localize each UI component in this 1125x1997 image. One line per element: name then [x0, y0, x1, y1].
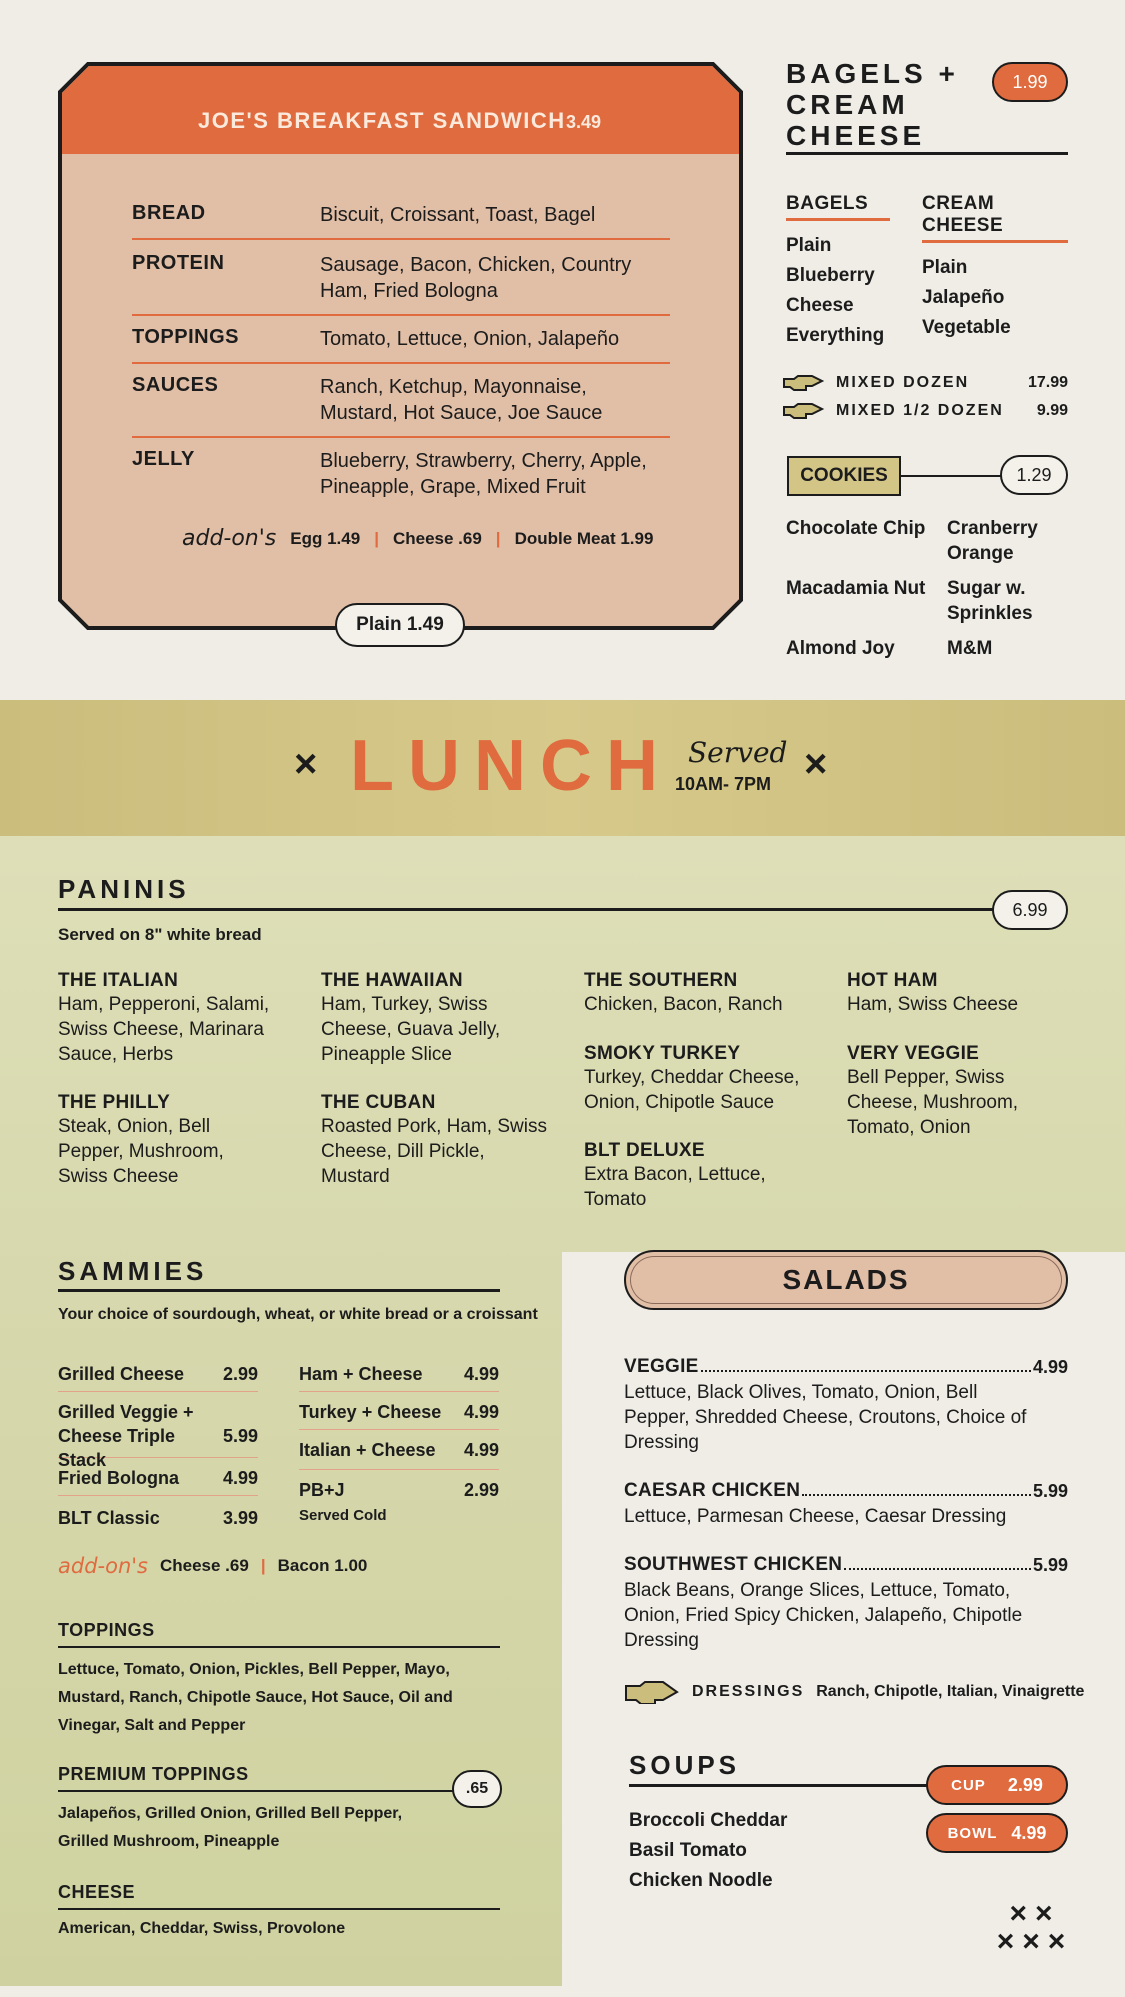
row-value: Tomato, Lettuce, Onion, Jalapeño [320, 328, 620, 350]
breakfast-card [58, 62, 743, 630]
panini-item [58, 1092, 268, 1189]
salad-desc: Lettuce, Parmesan Cheese, Caesar Dressing [624, 1506, 1007, 1527]
dot-leader [844, 1568, 1031, 1570]
soup-item: Broccoli Cheddar [629, 1810, 788, 1831]
sammie-price: 4.99 [463, 1402, 499, 1422]
dressings-list: Ranch, Chipotle, Italian, Vinaigrette [816, 1683, 1085, 1700]
divider: | [495, 528, 501, 548]
cookie-item: Cranberry Orange [947, 518, 1038, 564]
lunch-banner [0, 700, 1125, 836]
dot-leader [802, 1494, 1031, 1496]
sammie-item [299, 1400, 499, 1430]
bagels-column [786, 193, 890, 351]
breakfast-row-jelly [132, 448, 670, 508]
salads-title: SALADS [624, 1250, 1068, 1310]
sammie-item [58, 1506, 258, 1534]
divider [58, 908, 998, 911]
sammie-item [299, 1362, 499, 1392]
premium-toppings-list: Jalapeños, Grilled Onion, Grilled Bell Pepper, Grilled Mushroom, Pineapple [58, 1805, 403, 1850]
panini-item [584, 1043, 824, 1115]
paninis-subtitle: Served on 8" white bread [58, 925, 262, 944]
toppings-head: TOPPINGS [58, 1620, 155, 1640]
cream-cheese-item: Plain [922, 257, 968, 278]
cookie-item: M&M [947, 638, 993, 659]
mixed-half-dozen-row [782, 402, 1068, 420]
row-value: Sausage, Bacon, Chicken, Country Ham, Fried Bologna [320, 254, 632, 302]
panini-desc: Ham, Pepperoni, Salami, Swiss Cheese, Marinara Sauce, Herbs [58, 994, 270, 1065]
salad-desc: Lettuce, Black Olives, Tomato, Onion, Bell Pepper, Shredded Cheese, Croutons, Choice of Dressing [624, 1382, 1027, 1453]
mixed-dozen-price: 17.99 [1027, 374, 1068, 391]
addons-label: add-on's [182, 526, 277, 551]
panini-name: THE HAWAIIAN [321, 970, 463, 991]
sammie-name: BLT Classic [58, 1508, 160, 1528]
pointing-hand-icon [782, 374, 826, 392]
cream-cheese-column [922, 193, 1068, 343]
cookie-item: Almond Joy [786, 638, 895, 659]
bagel-item: Everything [786, 325, 885, 346]
bowl-price: 4.99 [1011, 1822, 1047, 1843]
bagels-price-pill: 1.99 [992, 62, 1068, 102]
panini-item [584, 970, 824, 1017]
bagels-title [786, 58, 959, 151]
breakfast-row-bread [132, 202, 670, 240]
panini-desc: Chicken, Bacon, Ranch [584, 994, 783, 1015]
breakfast-price: 3.49 [566, 112, 602, 132]
cup-price: 2.99 [1007, 1774, 1043, 1795]
panini-item [58, 970, 288, 1067]
salad-name: SOUTHWEST CHICKEN [624, 1554, 843, 1575]
cheese-list: American, Cheddar, Swiss, Provolone [58, 1920, 346, 1937]
lunch-title: LUNCH [350, 726, 672, 806]
sammie-item [58, 1466, 258, 1496]
bagel-item: Plain [786, 235, 832, 256]
divider [901, 475, 1003, 477]
panini-item [847, 1043, 1047, 1140]
sammie-item [299, 1478, 499, 1528]
sammies-addons [58, 1554, 367, 1578]
x-mark-icon: × [804, 742, 828, 786]
cookies-price-pill: 1.29 [1000, 455, 1068, 495]
sammie-name: Turkey + Cheese [299, 1402, 442, 1422]
addons-label: add-on's [58, 1554, 148, 1578]
divider [58, 1908, 500, 1910]
cookies-column-1 [786, 516, 926, 661]
pointing-hand-icon [624, 1680, 680, 1704]
divider: | [374, 528, 379, 548]
sammie-name: Grilled Veggie + Cheese Triple Stack [58, 1402, 194, 1470]
salad-desc: Black Beans, Orange Slices, Lettuce, Tomato, Onion, Fried Spicy Chicken, Jalapeño, Chipotle Dressing [624, 1580, 1023, 1651]
premium-toppings-head: PREMIUM TOPPINGS [58, 1764, 249, 1784]
mixed-dozen-label: MIXED DOZEN [836, 374, 970, 391]
cookie-item: Sugar w. Sprinkles [947, 578, 1033, 624]
row-label: JELLY [132, 448, 195, 470]
addon-bacon: Bacon 1.00 [277, 1556, 368, 1575]
panini-item [321, 970, 551, 1067]
panini-name: THE CUBAN [321, 1092, 436, 1113]
mixed-half-dozen-price: 9.99 [1036, 402, 1068, 419]
premium-price-pill: .65 [452, 1770, 502, 1808]
sammie-price: 4.99 [463, 1364, 499, 1384]
dot-leader [701, 1370, 1031, 1372]
soup-item: Chicken Noodle [629, 1870, 773, 1891]
pointing-hand-icon [782, 402, 826, 420]
panini-name: BLT DELUXE [584, 1140, 705, 1161]
divider [58, 1289, 500, 1292]
salad-item [624, 1480, 1068, 1502]
breakfast-addons [182, 526, 653, 551]
panini-item [584, 1140, 784, 1212]
salad-name: CAESAR CHICKEN [624, 1480, 801, 1501]
row-label: PROTEIN [132, 252, 225, 274]
served-label: Served [688, 736, 788, 769]
panini-desc: Roasted Pork, Ham, Swiss Cheese, Dill Pickle, Mustard [321, 1116, 547, 1187]
row-value: Blueberry, Strawberry, Cherry, Apple, Pineapple, Grape, Mixed Fruit [320, 450, 647, 498]
breakfast-row-toppings [132, 326, 670, 364]
addon-egg: Egg 1.49 [290, 528, 361, 548]
paninis-price-pill: 6.99 [992, 890, 1068, 930]
addon-double-meat: Double Meat 1.99 [514, 528, 654, 548]
panini-name: THE PHILLY [58, 1092, 171, 1113]
dressings-label: DRESSINGS [692, 1683, 805, 1700]
salad-name: VEGGIE [624, 1356, 699, 1377]
panini-desc: Steak, Onion, Bell Pepper, Mushroom, Swiss Cheese [58, 1116, 224, 1187]
salad-price: 5.99 [1032, 1481, 1068, 1501]
dressings-row [624, 1680, 1084, 1704]
cup-price-pill [926, 1765, 1068, 1805]
breakfast-title: JOE'S BREAKFAST SANDWICH [198, 108, 566, 133]
soups-list [629, 1806, 787, 1896]
sammie-price: 2.99 [222, 1364, 258, 1384]
soups-title: SOUPS [629, 1750, 741, 1780]
bagels-title-line: BAGELS + [786, 58, 959, 89]
sammie-price: 4.99 [463, 1440, 499, 1460]
bowl-label: BOWL [947, 1824, 998, 1842]
sammie-item [58, 1362, 258, 1392]
x-mark-icon-cluster: ×× ××× [996, 1897, 1074, 1958]
mixed-half-dozen-label: MIXED 1/2 DOZEN [836, 402, 1004, 419]
cookie-item: Macadamia Nut [786, 578, 926, 599]
sammie-price: 5.99 [222, 1426, 258, 1446]
sammie-price: 3.99 [222, 1508, 258, 1528]
bagel-item: Blueberry [786, 265, 875, 286]
row-label: TOPPINGS [132, 326, 239, 348]
row-label: SAUCES [132, 374, 219, 396]
bowl-price-pill [926, 1813, 1068, 1853]
sammie-name: Ham + Cheese [299, 1364, 423, 1384]
panini-desc: Ham, Turkey, Swiss Cheese, Guava Jelly, Pineapple Slice [321, 994, 501, 1065]
panini-name: THE ITALIAN [58, 970, 179, 991]
addon-cheese: Cheese .69 [392, 528, 482, 548]
cream-cheese-item: Jalapeño [922, 287, 1005, 308]
cookie-item: Chocolate Chip [786, 518, 926, 539]
lunch-hours: 10AM- 7PM [675, 774, 772, 794]
breakfast-row-sauces [132, 374, 670, 438]
addon-cheese: Cheese .69 [159, 1556, 249, 1575]
row-value: Biscuit, Croissant, Toast, Bagel [320, 204, 596, 226]
sammie-name: Italian + Cheese [299, 1440, 436, 1460]
sammie-price: 2.99 [463, 1480, 499, 1500]
panini-desc: Extra Bacon, Lettuce, Tomato [584, 1164, 766, 1210]
panini-desc: Ham, Swiss Cheese [847, 994, 1019, 1015]
row-value: Ranch, Ketchup, Mayonnaise, Mustard, Hot Sauce, Joe Sauce [320, 376, 603, 424]
bagels-title-line: CREAM [786, 89, 909, 120]
sammie-note: Served Cold [299, 1507, 387, 1524]
cookies-label: COOKIES [787, 456, 901, 496]
panini-item [847, 970, 1067, 1017]
panini-desc: Turkey, Cheddar Cheese, Onion, Chipotle Sauce [584, 1067, 800, 1113]
divider [58, 1790, 458, 1792]
sammie-name: Grilled Cheese [58, 1364, 185, 1384]
bagels-head: BAGELS [786, 193, 890, 221]
bagels-title-line: CHEESE [786, 120, 926, 151]
cream-cheese-item: Vegetable [922, 317, 1011, 338]
salad-item [624, 1356, 1068, 1378]
panini-name: HOT HAM [847, 970, 938, 991]
cream-cheese-head: CREAM CHEESE [922, 193, 1068, 243]
cheese-head: CHEESE [58, 1882, 136, 1902]
salad-price: 4.99 [1032, 1357, 1068, 1377]
sammie-item [58, 1400, 258, 1470]
panini-name: THE SOUTHERN [584, 970, 738, 991]
toppings-list: Lettuce, Tomato, Onion, Pickles, Bell Pepper, Mayo, Mustard, Ranch, Chipotle Sauce, Hot Sauce, Oil and Vinegar, Salt and Pepper [58, 1661, 453, 1734]
mixed-dozen-row [782, 374, 1068, 392]
soup-item: Basil Tomato [629, 1840, 747, 1861]
sammie-item [299, 1438, 499, 1470]
plain-price-pill: Plain 1.49 [335, 603, 465, 647]
sammies-title: SAMMIES [58, 1256, 208, 1286]
divider [58, 1646, 500, 1648]
divider: | [260, 1556, 266, 1575]
panini-name: SMOKY TURKEY [584, 1043, 741, 1064]
panini-name: VERY VEGGIE [847, 1043, 980, 1064]
x-mark-icon: × [294, 742, 318, 786]
salad-price: 5.99 [1032, 1555, 1068, 1575]
divider [629, 1784, 929, 1787]
bagel-item: Cheese [786, 295, 854, 316]
cookies-column-2 [947, 516, 1077, 661]
panini-desc: Bell Pepper, Swiss Cheese, Mushroom, Tomato, Onion [847, 1067, 1019, 1138]
divider [786, 152, 1068, 155]
salad-item [624, 1554, 1068, 1576]
paninis-title: PANINIS [58, 874, 190, 904]
sammie-price: 4.99 [222, 1468, 258, 1488]
cup-label: CUP [951, 1776, 986, 1794]
sammie-name: Fried Bologna [58, 1468, 179, 1488]
breakfast-row-protein [132, 252, 670, 316]
panini-item [321, 1092, 551, 1189]
sammie-name [299, 1478, 387, 1528]
sammie-name-text: PB+J [299, 1480, 345, 1500]
row-label: BREAD [132, 202, 206, 224]
sammies-subtitle: Your choice of sourdough, wheat, or white bread or a croissant [58, 1306, 538, 1323]
